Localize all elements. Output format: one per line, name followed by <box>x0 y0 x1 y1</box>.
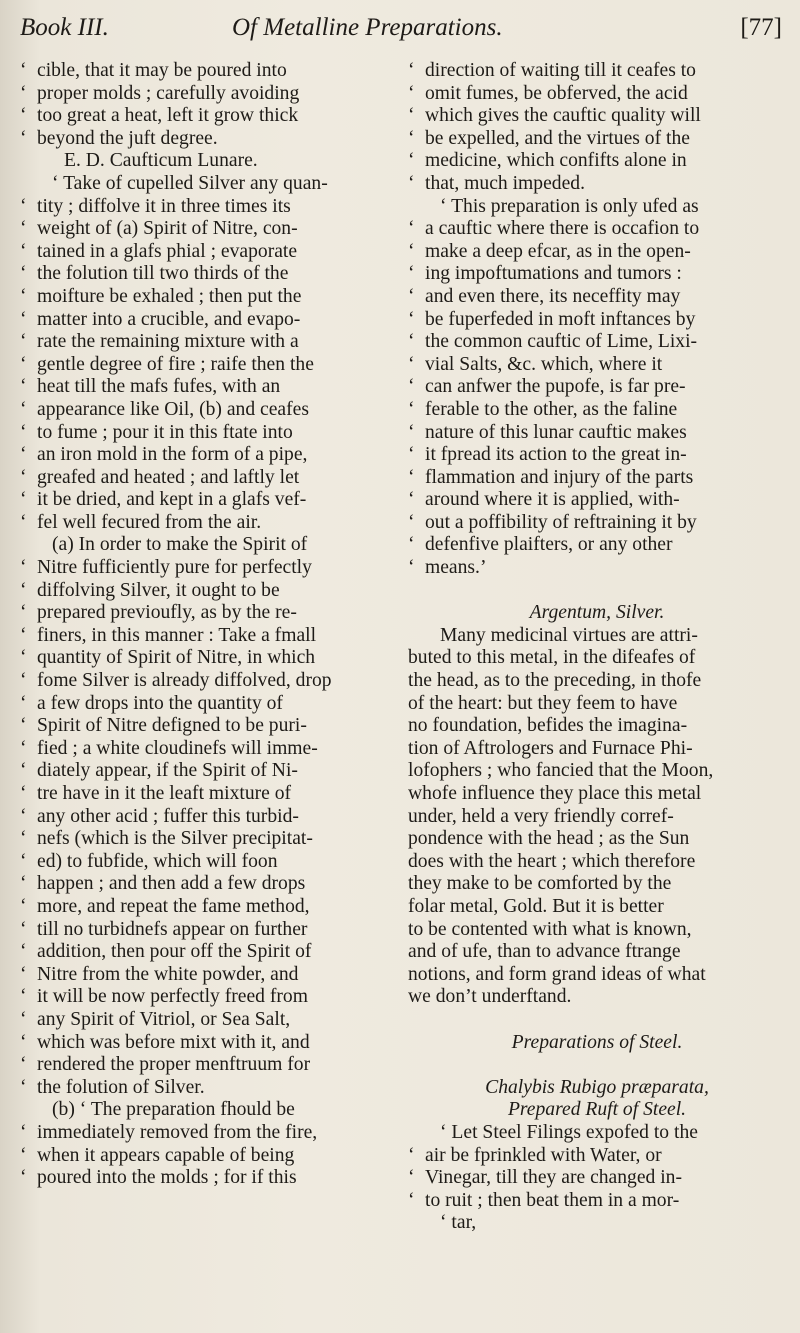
text-line <box>20 1054 392 1077</box>
quote-margin-mark: ‘ <box>408 489 415 511</box>
quote-margin-mark: ‘ <box>408 127 415 149</box>
text-line <box>408 309 786 332</box>
text-line <box>408 173 786 196</box>
quote-margin-mark: ‘ <box>20 376 27 398</box>
quote-margin-mark: ‘ <box>20 760 27 782</box>
quote-margin-mark: ‘ <box>20 1031 27 1053</box>
quote-margin-mark: ‘ <box>20 692 27 714</box>
quote-margin-mark: ‘ <box>20 670 27 692</box>
line-text: notions, and form grand ideas of what <box>408 963 706 985</box>
quote-margin-mark: ‘ <box>20 624 27 646</box>
text-line <box>20 399 392 422</box>
line-text: means.’ <box>425 557 487 579</box>
quote-margin-mark: ‘ <box>20 647 27 669</box>
quote-margin-mark: ‘ <box>20 489 27 511</box>
text-line <box>408 128 786 151</box>
line-text: ‘ Let Steel Filings expofed to the <box>440 1121 698 1143</box>
line-text: beyond the juft degree. <box>37 127 218 149</box>
line-text: weight of (a) Spirit of Nitre, con- <box>37 218 298 240</box>
text-line <box>408 647 786 670</box>
text-line <box>408 331 786 354</box>
line-text: tion of Aftrologers and Furnace Phi- <box>408 737 693 759</box>
text-line <box>20 150 392 173</box>
text-line <box>408 218 786 241</box>
text-line <box>408 602 786 625</box>
text-line <box>408 806 786 829</box>
quote-margin-mark: ‘ <box>20 353 27 375</box>
line-text: Preparations of Steel. <box>511 1031 683 1053</box>
line-text: lofophers ; who fancied that the Moon, <box>408 760 714 782</box>
text-line <box>408 1032 786 1055</box>
book-label: Book III. <box>20 14 109 41</box>
text-line <box>408 1122 786 1145</box>
text-line <box>408 1190 786 1213</box>
text-line <box>408 489 786 512</box>
line-text: rendered the proper menftruum for <box>37 1054 311 1076</box>
quote-margin-mark: ‘ <box>20 308 27 330</box>
line-text: defenfive plaifters, or any other <box>425 534 673 556</box>
text-line <box>20 286 392 309</box>
line-text: around where it is applied, with- <box>425 489 680 511</box>
quote-margin-mark: ‘ <box>20 1054 27 1076</box>
text-line <box>408 534 786 557</box>
left-text-column <box>20 60 392 1190</box>
line-text: to be contented with what is known, <box>408 918 692 940</box>
line-text: appearance like Oil, (b) and ceafes <box>37 398 309 420</box>
line-text: fied ; a white cloudinefs will imme- <box>37 737 318 759</box>
quote-margin-mark: ‘ <box>20 127 27 149</box>
quote-margin-mark: ‘ <box>408 421 415 443</box>
line-text: the head, as to the preceding, in thofe <box>408 670 702 692</box>
quote-margin-mark: ‘ <box>408 308 415 330</box>
quote-margin-mark: ‘ <box>408 263 415 285</box>
text-line <box>408 196 786 219</box>
quote-margin-mark: ‘ <box>408 398 415 420</box>
quote-margin-mark: ‘ <box>408 444 415 466</box>
line-text: which gives the cauftic quality will <box>425 105 701 127</box>
quote-margin-mark: ‘ <box>20 82 27 104</box>
line-text: proper molds ; carefully avoiding <box>37 82 300 104</box>
text-line <box>20 873 392 896</box>
line-text: the common cauftic of Lime, Lixi- <box>425 331 698 353</box>
text-line <box>408 105 786 128</box>
text-line <box>408 1212 786 1235</box>
text-line <box>20 783 392 806</box>
text-line <box>20 241 392 264</box>
line-text: finers, in this manner : Take a fmall <box>37 624 317 646</box>
quote-margin-mark: ‘ <box>20 1167 27 1189</box>
line-text: prepared previoufly, as by the re- <box>37 602 297 624</box>
quote-margin-mark: ‘ <box>408 1189 415 1211</box>
text-line <box>408 512 786 535</box>
text-line <box>20 1099 392 1122</box>
text-line <box>408 851 786 874</box>
line-text: we don’t underftand. <box>408 986 572 1008</box>
text-line <box>20 851 392 874</box>
text-line <box>20 806 392 829</box>
quote-margin-mark: ‘ <box>408 285 415 307</box>
line-text: ‘ Take of cupelled Silver any quan- <box>52 172 328 194</box>
quote-margin-mark: ‘ <box>408 534 415 556</box>
text-line <box>20 467 392 490</box>
line-text: diately appear, if the Spirit of Ni- <box>37 760 298 782</box>
text-line <box>408 263 786 286</box>
line-text: moifture be exhaled ; then put the <box>37 285 302 307</box>
text-line <box>408 83 786 106</box>
line-text: be expelled, and the virtues of the <box>425 127 690 149</box>
text-line <box>20 173 392 196</box>
line-text: be fuperfeded in moft inftances by <box>425 308 696 330</box>
line-text: ing impoftumations and tumors : <box>425 263 682 285</box>
text-line <box>408 60 786 83</box>
line-text: tity ; diffolve it in three times its <box>37 195 291 217</box>
running-header <box>20 14 782 54</box>
quote-margin-mark: ‘ <box>20 263 27 285</box>
line-text: ‘ tar, <box>440 1212 477 1234</box>
text-line <box>408 444 786 467</box>
quote-margin-mark: ‘ <box>20 331 27 353</box>
quote-margin-mark: ‘ <box>20 850 27 872</box>
quote-margin-mark: ‘ <box>408 353 415 375</box>
line-text: vial Salts, &c. which, where it <box>425 353 663 375</box>
line-text: Nitre from the white powder, and <box>37 963 299 985</box>
text-line <box>20 196 392 219</box>
text-line <box>20 919 392 942</box>
line-text: E. D. Caufticum Lunare. <box>64 150 258 172</box>
line-text: under, held a very friendly corref- <box>408 805 674 827</box>
line-text: that, much impeded. <box>425 172 585 194</box>
line-text: medicine, which confifts alone in <box>425 150 687 172</box>
text-line <box>20 489 392 512</box>
text-line <box>408 399 786 422</box>
text-line <box>408 1099 786 1122</box>
line-text: it be dried, and kept in a glafs vef- <box>37 489 307 511</box>
line-text: a cauftic where there is occafion to <box>425 218 700 240</box>
line-text: nefs (which is the Silver precipitat- <box>37 828 313 850</box>
quote-margin-mark: ‘ <box>408 240 415 262</box>
line-text: more, and repeat the fame method, <box>37 895 310 917</box>
text-line <box>20 760 392 783</box>
line-text: air be fprinkled with Water, or <box>425 1144 662 1166</box>
quote-margin-mark: ‘ <box>20 941 27 963</box>
line-text: quantity of Spirit of Nitre, in which <box>37 647 316 669</box>
quote-margin-mark: ‘ <box>20 963 27 985</box>
text-line <box>408 625 786 648</box>
line-text: direction of waiting till it ceafes to <box>425 60 696 81</box>
text-line <box>20 422 392 445</box>
text-line <box>408 150 786 173</box>
text-line <box>20 964 392 987</box>
text-line <box>408 241 786 264</box>
quote-margin-mark: ‘ <box>408 60 415 81</box>
quote-margin-mark: ‘ <box>20 986 27 1008</box>
quote-margin-mark: ‘ <box>20 466 27 488</box>
line-text: any other acid ; fuffer this turbid- <box>37 805 299 827</box>
text-line <box>408 354 786 377</box>
text-line <box>408 1167 786 1190</box>
line-text: to fume ; pour it in this ftate into <box>37 421 293 443</box>
text-line <box>20 1077 392 1100</box>
line-text: which was before mixt with it, and <box>37 1031 310 1053</box>
quote-margin-mark: ‘ <box>408 82 415 104</box>
line-text: rate the remaining mixture with a <box>37 331 299 353</box>
quote-margin-mark: ‘ <box>20 511 27 533</box>
quote-margin-mark: ‘ <box>408 1144 415 1166</box>
quote-margin-mark: ‘ <box>20 105 27 127</box>
quote-margin-mark: ‘ <box>20 444 27 466</box>
text-line <box>408 1054 786 1077</box>
quote-margin-mark: ‘ <box>408 331 415 353</box>
line-text: and of ufe, than to advance ftrange <box>408 941 681 963</box>
line-text: omit fumes, be obferved, the acid <box>425 82 688 104</box>
line-text: they make to be comforted by the <box>408 873 672 895</box>
line-text: Vinegar, till they are changed in- <box>425 1167 683 1189</box>
text-line <box>20 715 392 738</box>
line-text: Nitre fufficiently pure for perfectly <box>37 557 312 579</box>
text-line <box>408 715 786 738</box>
text-line <box>20 444 392 467</box>
text-line <box>20 309 392 332</box>
line-text: diffolving Silver, it ought to be <box>37 579 280 601</box>
text-line <box>408 376 786 399</box>
line-text: ferable to the other, as the faline <box>425 398 678 420</box>
quote-margin-mark: ‘ <box>20 805 27 827</box>
page-number: [77] <box>740 14 782 41</box>
line-text: when it appears capable of being <box>37 1144 295 1166</box>
line-text: poured into the molds ; for if this <box>37 1167 297 1189</box>
quote-margin-mark: ‘ <box>20 398 27 420</box>
line-text: (b) ‘ The preparation fhould be <box>52 1099 295 1121</box>
text-line <box>408 919 786 942</box>
text-line <box>20 263 392 286</box>
line-text: the folution of Silver. <box>37 1076 205 1098</box>
text-line <box>408 1145 786 1168</box>
quote-margin-mark: ‘ <box>20 1008 27 1030</box>
line-text: Many medicinal virtues are attri- <box>440 624 698 646</box>
line-text: tained in a glafs phial ; evaporate <box>37 240 298 262</box>
text-line <box>408 964 786 987</box>
quote-margin-mark: ‘ <box>20 240 27 262</box>
line-text: whofe influence they place this metal <box>408 783 702 804</box>
text-line <box>408 873 786 896</box>
quote-margin-mark: ‘ <box>408 105 415 127</box>
text-line <box>20 1122 392 1145</box>
quote-margin-mark: ‘ <box>408 557 415 579</box>
line-text: Spirit of Nitre defigned to be puri- <box>37 715 307 737</box>
line-text: tre have in it the leaft mixture of <box>37 783 292 804</box>
quote-margin-mark: ‘ <box>408 150 415 172</box>
quote-margin-mark: ‘ <box>20 1144 27 1166</box>
text-line <box>20 83 392 106</box>
text-line <box>408 760 786 783</box>
line-text: pondence with the head ; as the Sun <box>408 828 690 850</box>
line-text: Chalybis Rubigo præparata, <box>485 1076 709 1098</box>
line-text: greafed and heated ; and laftly let <box>37 466 300 488</box>
line-text: happen ; and then add a few drops <box>37 873 306 895</box>
text-line <box>20 218 392 241</box>
text-line <box>20 534 392 557</box>
quote-margin-mark: ‘ <box>408 376 415 398</box>
quote-margin-mark: ‘ <box>20 218 27 240</box>
quote-margin-mark: ‘ <box>20 60 27 81</box>
line-text: Argentum, Silver. <box>529 602 665 624</box>
quote-margin-mark: ‘ <box>20 715 27 737</box>
quote-margin-mark: ‘ <box>20 783 27 804</box>
line-text: a few drops into the quantity of <box>37 692 283 714</box>
line-text: nature of this lunar cauftic makes <box>425 421 687 443</box>
line-text: fel well fecured from the air. <box>37 511 262 533</box>
text-line <box>408 941 786 964</box>
text-line <box>20 60 392 83</box>
quote-margin-mark: ‘ <box>408 511 415 533</box>
quote-margin-mark: ‘ <box>20 195 27 217</box>
text-line <box>20 331 392 354</box>
text-line <box>408 1077 786 1100</box>
text-line <box>408 986 786 1009</box>
text-line <box>20 647 392 670</box>
text-line <box>20 1032 392 1055</box>
line-text: can anfwer the pupofe, is far pre- <box>425 376 686 398</box>
text-line <box>408 828 786 851</box>
line-text: it fpread its action to the great in- <box>425 444 687 466</box>
line-text: fome Silver is already diffolved, drop <box>37 670 332 692</box>
line-text: till no turbidnefs appear on further <box>37 918 308 940</box>
quote-margin-mark: ‘ <box>20 421 27 443</box>
line-text: too great a heat, left it grow thick <box>37 105 299 127</box>
line-text: make a deep efcar, as in the open- <box>425 240 691 262</box>
text-line <box>408 422 786 445</box>
line-text: does with the heart ; which therefore <box>408 850 696 872</box>
line-text: it will be now perfectly freed from <box>37 986 308 1008</box>
text-line <box>20 602 392 625</box>
line-text: folar metal, Gold. But it is better <box>408 895 664 917</box>
line-text: immediately removed from the fire, <box>37 1121 318 1143</box>
line-text: and even there, its neceffity may <box>425 285 681 307</box>
line-text: any Spirit of Vitriol, or Sea Salt, <box>37 1008 291 1030</box>
quote-margin-mark: ‘ <box>20 602 27 624</box>
text-line <box>20 376 392 399</box>
text-line <box>20 1145 392 1168</box>
text-line <box>408 693 786 716</box>
right-text-column <box>408 60 786 1235</box>
text-line <box>20 557 392 580</box>
line-text: to ruit ; then beat them in a mor- <box>425 1189 680 1211</box>
text-line <box>20 105 392 128</box>
line-text: out a poffibility of reftraining it by <box>425 511 697 533</box>
text-line <box>408 580 786 603</box>
text-line <box>408 557 786 580</box>
line-text: (a) In order to make the Spirit of <box>52 534 308 556</box>
quote-margin-mark: ‘ <box>408 466 415 488</box>
text-line <box>20 1009 392 1032</box>
line-text: matter into a crucible, and evapo- <box>37 308 301 330</box>
line-text: Prepared Ruft of Steel. <box>507 1099 687 1121</box>
quote-margin-mark: ‘ <box>408 172 415 194</box>
line-text: the folution till two thirds of the <box>37 263 289 285</box>
quote-margin-mark: ‘ <box>20 873 27 895</box>
text-line <box>408 467 786 490</box>
quote-margin-mark: ‘ <box>20 1076 27 1098</box>
quote-margin-mark: ‘ <box>20 918 27 940</box>
quote-margin-mark: ‘ <box>20 737 27 759</box>
quote-margin-mark: ‘ <box>20 828 27 850</box>
text-line <box>408 896 786 919</box>
line-text: heat till the mafs fufes, with an <box>37 376 281 398</box>
line-text: an iron mold in the form of a pipe, <box>37 444 308 466</box>
line-text: ‘ This preparation is only ufed as <box>440 195 699 217</box>
text-line <box>408 738 786 761</box>
quote-margin-mark: ‘ <box>20 557 27 579</box>
text-line <box>20 580 392 603</box>
line-text: cible, that it may be poured into <box>37 60 287 81</box>
quote-margin-mark: ‘ <box>20 895 27 917</box>
text-line <box>20 828 392 851</box>
text-line <box>20 512 392 535</box>
text-line <box>408 783 786 806</box>
text-line <box>408 670 786 693</box>
text-line <box>20 896 392 919</box>
line-text: of the heart: but they feem to have <box>408 692 678 714</box>
line-text: buted to this metal, in the difeafes of <box>408 647 696 669</box>
text-line <box>408 1009 786 1032</box>
line-text: no foundation, befides the imagina- <box>408 715 688 737</box>
text-line <box>20 738 392 761</box>
text-line <box>20 625 392 648</box>
running-title: Of Metalline Preparations. <box>232 14 503 41</box>
quote-margin-mark: ‘ <box>408 1167 415 1189</box>
line-text: flammation and injury of the parts <box>425 466 694 488</box>
line-text: addition, then pour off the Spirit of <box>37 941 312 963</box>
quote-margin-mark: ‘ <box>20 1121 27 1143</box>
text-line <box>20 354 392 377</box>
text-line <box>20 941 392 964</box>
quote-margin-mark: ‘ <box>408 218 415 240</box>
quote-margin-mark: ‘ <box>20 285 27 307</box>
text-line <box>20 670 392 693</box>
text-line <box>408 286 786 309</box>
text-line <box>20 128 392 151</box>
line-text: gentle degree of fire ; raife then the <box>37 353 314 375</box>
text-line <box>20 986 392 1009</box>
text-line <box>20 1167 392 1190</box>
quote-margin-mark: ‘ <box>20 579 27 601</box>
line-text: ed) to fubfide, which will foon <box>37 850 278 872</box>
text-line <box>20 693 392 716</box>
